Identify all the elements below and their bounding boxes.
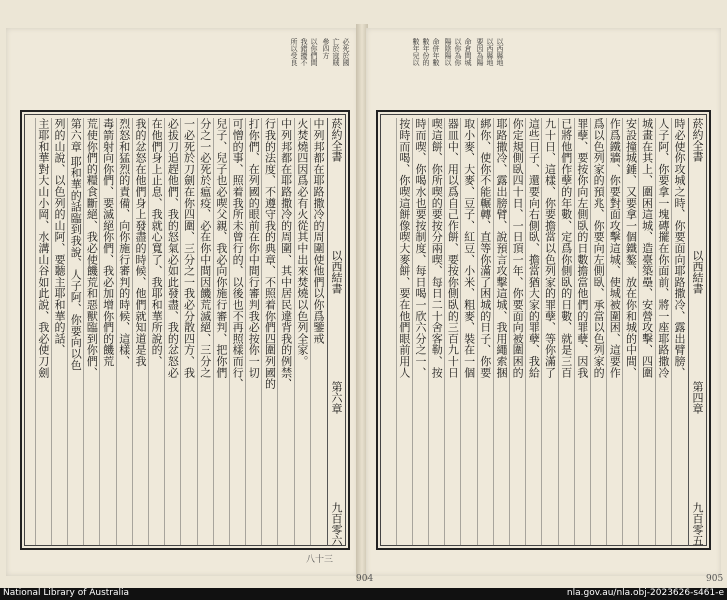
- left-text-columns: [26, 118, 326, 546]
- note-col: 必死於國: [342, 38, 350, 66]
- note-col: 要因為陽: [476, 38, 484, 66]
- text-column: 毒箭射向你們、要滅絕你們、我必加增你們的饑荒: [99, 118, 115, 546]
- text-column: 行我的法度、不遵守我的典章、不照着你們四圍列國的: [261, 118, 277, 546]
- note-col: 數年份的: [422, 38, 430, 66]
- text-column: 我的忿怒在他們身上發盡的時候、他們就知道是我: [132, 118, 148, 546]
- text-column: 中列邦都在耶路撒冷的周圍、其中居民違背我的例禁、: [277, 118, 293, 546]
- text-column: 已將他們作孽的年數、定爲你側臥的日數、就是三百: [558, 118, 574, 546]
- text-column: 在他們身上止息、我就心寬了、我耶和華所說的、: [148, 118, 164, 546]
- page-number: 九百零六: [330, 501, 343, 546]
- gutter-mark: 904: [356, 574, 374, 584]
- note-col: 數年兒以: [412, 38, 420, 66]
- text-column: 打你們、在列國的眼前在你中間行審判我必按你一切: [245, 118, 261, 546]
- note-col: 以西縣地: [496, 38, 504, 66]
- right-margin-notes: [374, 38, 504, 100]
- text-column: 人子阿、你要拿一塊磚擺在你面前、將一座耶路撒冷: [655, 118, 671, 546]
- chapter-label: 第六章: [330, 381, 343, 415]
- text-column: 按時而喝、你喫這餅像喫大麥餅、要在他們眼前用人: [396, 118, 412, 546]
- right-page: [366, 28, 721, 576]
- text-column: 取小麥、大麥、豆子、紅豆、小米、粗麥、裝在一個: [460, 118, 476, 546]
- book-title: 以西結書: [330, 249, 343, 294]
- text-column: 主耶和華對大山小岡、水溝山谷如此說、我必使刀劍: [35, 118, 51, 546]
- text-column: 爲以色列家的預兆、你要向左側臥、承當以色列家的: [590, 118, 606, 546]
- note-col: 命倉間城: [464, 38, 472, 66]
- note-col: 以你為你: [454, 38, 462, 66]
- text-column: 兒子、兒子也必喫父親、我必向你施行審判、把你們: [213, 118, 229, 546]
- chapter-label: 第四章: [691, 381, 704, 415]
- text-column: 火焚燒四因爲必有火從其中出來焚燒以色列全家。: [294, 118, 310, 546]
- book-series-title: 菸約全書: [691, 118, 704, 162]
- note-col: 陽陰陽以: [444, 38, 452, 66]
- text-column: 時而喫、你喝水也要按制度、每日喝一欣六分之一、: [412, 118, 428, 546]
- text-column: 罪孽、要按你向左側臥的日數擔當他們的罪孽、因我: [574, 118, 590, 546]
- text-column: 作爲鐵牆、你要對面攻擊這城、使城被圍困、這要作: [606, 118, 622, 546]
- left-text-frame: [20, 110, 350, 550]
- library-url: nla.gov.au/nla.obj-2023626-s461-e: [566, 588, 724, 598]
- book-title: 以西結書: [691, 249, 704, 294]
- text-column: 綁你、使你不能輾轉、直等你滿了困城的日子、你要: [477, 118, 493, 546]
- library-credit: National Library of Australia: [3, 588, 130, 598]
- text-column: 荒使你們的糧食斷絕、我必使饑荒和惡獸臨到你們、: [83, 118, 99, 546]
- text-column: 第六章 耶和華的話臨到我說、人子阿、你要向以色: [67, 118, 83, 546]
- note-col: 所以受良: [290, 38, 298, 66]
- right-text-columns: [382, 118, 687, 546]
- note-col: 參四方: [322, 38, 330, 59]
- page-number: 九百零五: [691, 501, 704, 546]
- left-page-header: [327, 118, 344, 546]
- note-col: 我錯擾不: [300, 38, 308, 66]
- note-col: 亡於寇賊: [332, 38, 340, 66]
- note-col: 命併年數: [432, 38, 440, 66]
- text-column: 器皿中、用以爲自己作餅、要按你側臥的三百九十日: [444, 118, 460, 546]
- text-column: 中列邦都在耶路撒冷的周圍使他們以你爲鑒戒: [310, 118, 326, 546]
- left-page: [6, 28, 358, 576]
- text-column: 耶路撒冷、露出膀臂、說預言攻擊這城、我用繩索捆: [493, 118, 509, 546]
- text-column: 可憎的事、照着我所未曾行的、以後也不再照樣而行、: [229, 118, 245, 546]
- left-margin-notes: [140, 38, 350, 100]
- note-col: 以西縣地: [486, 38, 494, 66]
- text-column: 時必使你攻城之時、你要面向耶路撒冷、露出臂膀、: [671, 118, 687, 546]
- text-column: 你定規側臥四十日、一日頂一年、你要面向被圍困的: [509, 118, 525, 546]
- text-column: 九十日、這樣、你要擔當以色列家的罪孽、等你滿了: [541, 118, 557, 546]
- right-text-frame: [376, 110, 711, 550]
- text-column: 列的山說、以色列的山阿、要聽主耶和華的話、: [51, 118, 67, 546]
- note-col: 以你們間: [310, 38, 318, 66]
- text-column: 一必死於刀劍在你四圍、三分之一我必分散四方、我: [180, 118, 196, 546]
- text-column: 安設撞城錘、又要拿一個鐵鏊、放在你和城的中間、: [622, 118, 638, 546]
- book-series-title: 菸約全書: [330, 118, 343, 162]
- text-column: 烈怒和猛烈的責備、向你施行審判的時候、這樣、: [116, 118, 132, 546]
- gutter-mark: 905: [706, 574, 724, 584]
- text-column: 分之一必死於瘟疫、必在你中間因饑荒滅絕、三分之: [197, 118, 213, 546]
- right-page-header: [688, 118, 705, 546]
- library-footer: [0, 588, 727, 600]
- text-column: 喫這餅、你所喫的要按分兩喫、每日二十舍客勒、按: [428, 118, 444, 546]
- left-page-stamp: 八十三: [306, 555, 334, 565]
- text-column: 城畫在其上、圍困這城、造臺築壘、安營攻擊、四圍: [638, 118, 654, 546]
- text-column: 這些日子、還要向右側臥、擔當猶大家的罪孽、我給: [525, 118, 541, 546]
- text-column: 必拔刀追趕他們、我的怒氣必如此發盡、我的忿怒必: [164, 118, 180, 546]
